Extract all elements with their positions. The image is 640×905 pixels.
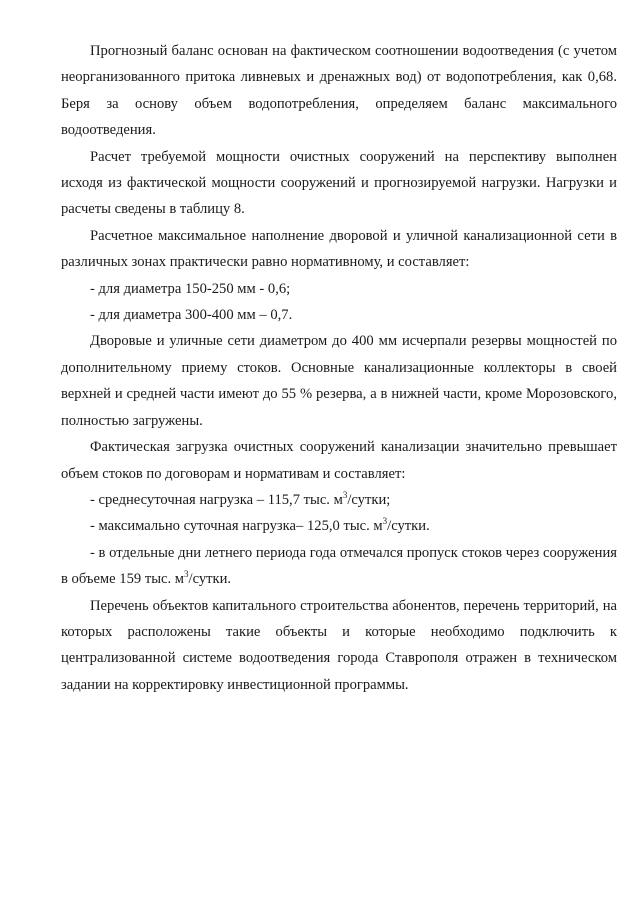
paragraph-capital-objects-list: Перечень объектов капитального строительства абонентов, перечень территорий, на которых расположены такие объекты и которые необходимо подключить к централизованной системе водоотведения города Ставрополя отражен в техническом задании на корректировку инвестиционной программы. bbox=[61, 597, 617, 693]
paragraph-network-filling: Расчетное максимальное наполнение дворовой и уличной канализационной сети в различных зонах практически равно нормативному, и составляет: bbox=[61, 227, 617, 271]
superscript: 3 bbox=[342, 489, 348, 500]
paragraph-network-reserves: Дворовые и уличные сети диаметром до 400 мм исчерпали резервы мощностей по дополнительному приему стоков. Основные канализационные коллекторы в своей верхней и средней части имеют до 55 % резерва, а в нижней части, кроме Морозовского, полностью загружены. bbox=[61, 333, 617, 429]
load-text: - среднесуточная нагрузка – 115,7 тыс. м bbox=[90, 491, 343, 508]
load-unit: /сутки. bbox=[387, 518, 430, 535]
load-text: - максимально суточная нагрузка– 125,0 тыс. м bbox=[90, 518, 383, 535]
load-unit: /сутки. bbox=[188, 571, 232, 588]
superscript: 3 bbox=[382, 516, 388, 527]
paragraph-forecast-balance: Прогнозный баланс основан на фактическом соотношении водоотведения (с учетом неорганизованного притока ливневых и дренажных вод) от водопотребления, как 0,68. Беря за основу объем водопотребления, определяем баланс максимального водоотведения. bbox=[61, 43, 617, 139]
load-unit: /сутки; bbox=[347, 491, 391, 508]
list-item-max-daily-load bbox=[61, 513, 617, 539]
list-item-diameter-150-250: - для диаметра 150-250 мм - 0,6; bbox=[90, 280, 291, 297]
paragraph-actual-load: Фактическая загрузка очистных сооружений канализации значительно превышает объем стоков по договорам и нормативам и составляет: bbox=[61, 439, 617, 482]
list-item-average-daily-load bbox=[61, 487, 617, 513]
document-body bbox=[61, 38, 617, 698]
list-item-summer-peak-load bbox=[61, 540, 617, 593]
list-item-diameter-300-400: - для диаметра 300-400 мм – 0,7. bbox=[90, 307, 293, 324]
paragraph-capacity-calculation: Расчет требуемой мощности очистных сооружений на перспективу выполнен исходя из фактической мощности сооружений и прогнозируемой нагрузки. Нагрузки и расчеты сведены в таблицу 8. bbox=[61, 148, 617, 218]
superscript: 3 bbox=[184, 569, 189, 580]
load-text: - в отдельные дни летнего периода года отмечался пропуск стоков через сооружения в объеме 159 тыс. м bbox=[61, 544, 617, 588]
